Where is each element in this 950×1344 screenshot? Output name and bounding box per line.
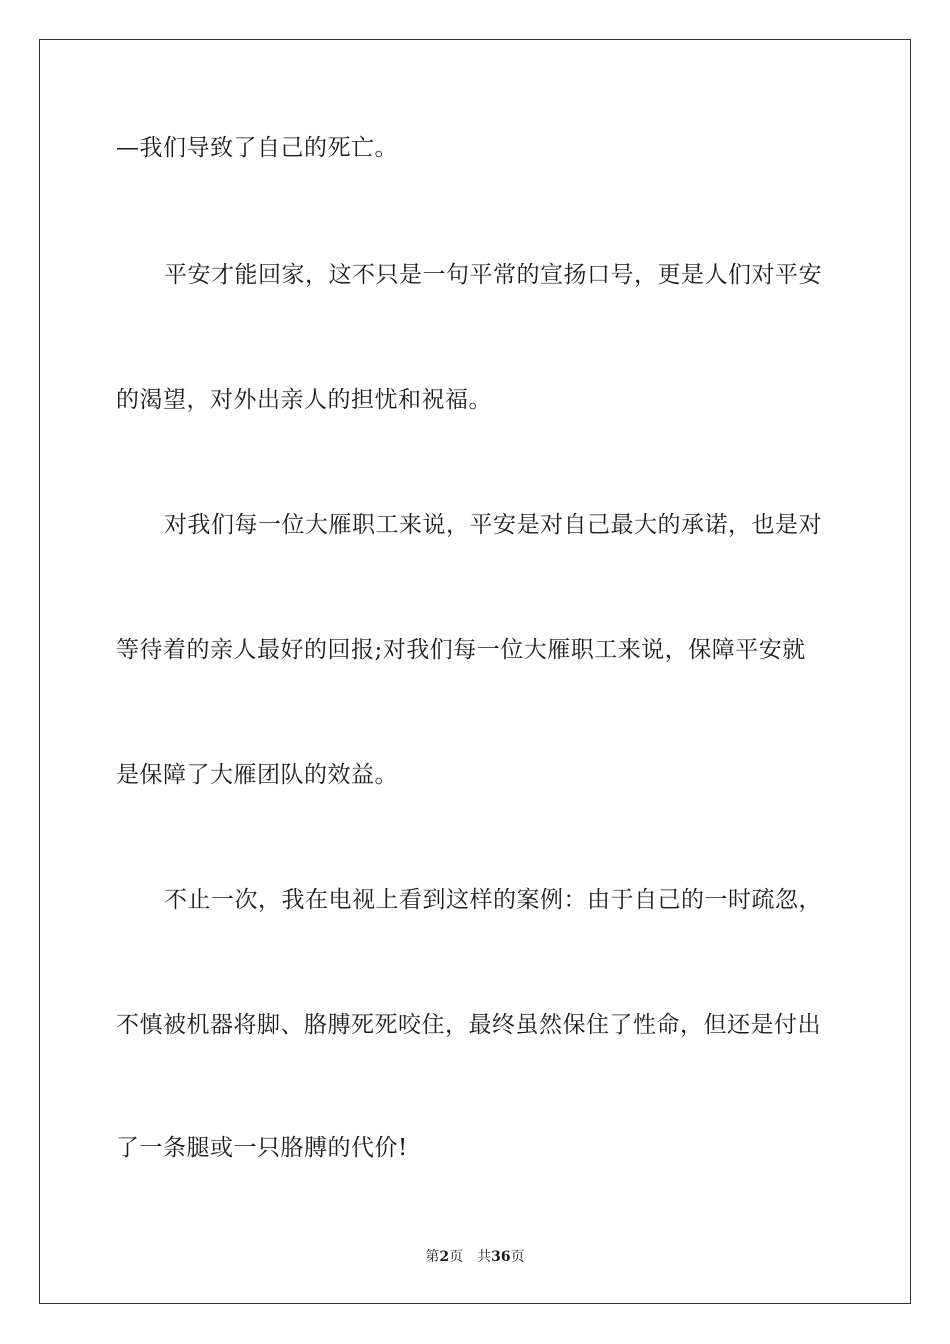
- paragraph-line-9: 了一条腿或一只胳膊的代价!: [116, 1135, 408, 1161]
- paragraph-line-4: 对我们每一位大雁职工来说，平安是对自己最大的承诺，也是对: [164, 512, 822, 538]
- paragraph-line-5: 等待着的亲人最好的回报;对我们每一位大雁职工来说，保障平安就: [116, 637, 806, 663]
- total-suffix: 页: [510, 1249, 525, 1265]
- page-number: 2: [439, 1249, 450, 1265]
- paragraph-line-7: 不止一次，我在电视上看到这样的案例：由于自己的一时疏忽，: [164, 887, 822, 913]
- paragraph-line-2: 平安才能回家，这不只是一句平常的宣扬口号，更是人们对平安: [164, 262, 822, 288]
- paragraph-line-3: 的渴望，对外出亲人的担忧和祝福。: [116, 387, 492, 413]
- total-prefix: 共: [477, 1249, 492, 1265]
- page-suffix: 页: [449, 1249, 464, 1265]
- page-footer: [0, 1247, 950, 1267]
- page-border: [39, 39, 911, 1304]
- paragraph-line-6: 是保障了大雁团队的效益。: [116, 762, 398, 788]
- total-pages: 36: [491, 1249, 511, 1265]
- paragraph-line-1: —我们导致了自己的死亡。: [116, 135, 398, 161]
- page-prefix: 第: [425, 1249, 440, 1265]
- paragraph-line-8: 不慎被机器将脚、胳膊死死咬住，最终虽然保住了性命，但还是付出: [116, 1012, 821, 1038]
